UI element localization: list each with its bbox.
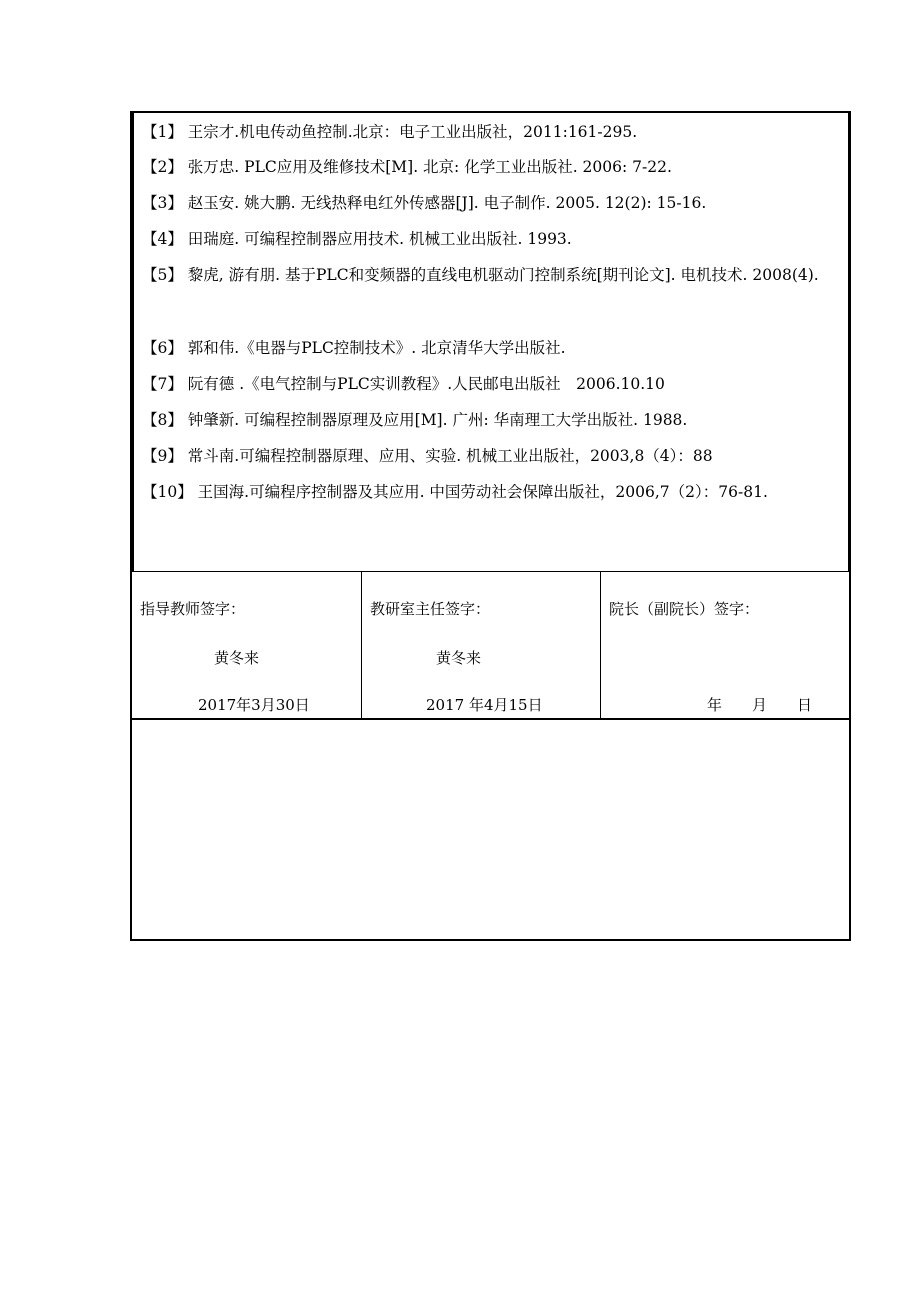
- advisor-signature-cell: [132, 572, 362, 719]
- reference-item: 【7】 阮有德 .《电气控制与PLC实训教程》.人民邮电出版社 2006.10.10: [142, 375, 665, 393]
- blank-comment-area: [132, 720, 850, 939]
- director-signature-cell: [362, 572, 601, 719]
- reference-item: 【10】 王国海.可编程序控制器及其应用. 中国劳动社会保障出版社，2006,7（2）：76-81.: [142, 483, 768, 501]
- advisor-name: 黄冬来: [214, 649, 260, 667]
- reference-item: 【2】 张万忠. PLC应用及维修技术[M]. 北京: 化学工业出版社. 2006: 7-22.: [142, 158, 672, 176]
- director-sign-date: 2017 年4月15日: [426, 696, 543, 714]
- reference-item: 【9】 常斗南.可编程控制器原理、应用、实验. 机械工业出版社，2003,8（4）：88: [142, 447, 713, 465]
- dean-sign-date: 年 月 日: [707, 696, 813, 714]
- reference-list: [132, 112, 850, 571]
- reference-item: 【8】 钟肇新. 可编程控制器原理及应用[M]. 广州: 华南理工大学出版社. 1988.: [142, 411, 688, 429]
- reference-item: 【1】 王宗才.机电传动鱼控制.北京：电子工业出版社，2011:161-295.: [142, 123, 638, 141]
- advisor-sign-date: 2017年3月30日: [198, 696, 310, 714]
- dean-signature-label: 院长（副院长）签字：: [609, 600, 760, 618]
- reference-item: 【3】 赵玉安. 姚大鹏. 无线热释电红外传感器[J]. 电子制作. 2005. 12(2): 15-16.: [142, 194, 707, 212]
- advisor-signature-label: 指导教师签字：: [140, 600, 246, 618]
- dean-signature-cell: [601, 572, 850, 719]
- reference-item: 【4】 田瑞庭. 可编程控制器应用技术. 机械工业出版社. 1993.: [142, 230, 572, 248]
- signature-row: [132, 571, 850, 720]
- director-signature-label: 教研室主任签字：: [370, 600, 491, 618]
- reference-item: 【5】 黎虎, 游有朋. 基于PLC和变频器的直线电机驱动门控制系统[期刊论文]. 电机技术. 2008(4).: [142, 266, 819, 284]
- director-name: 黄冬来: [436, 649, 482, 667]
- reference-item: 【6】 郭和伟.《电器与PLC控制技术》. 北京清华大学出版社.: [142, 339, 566, 357]
